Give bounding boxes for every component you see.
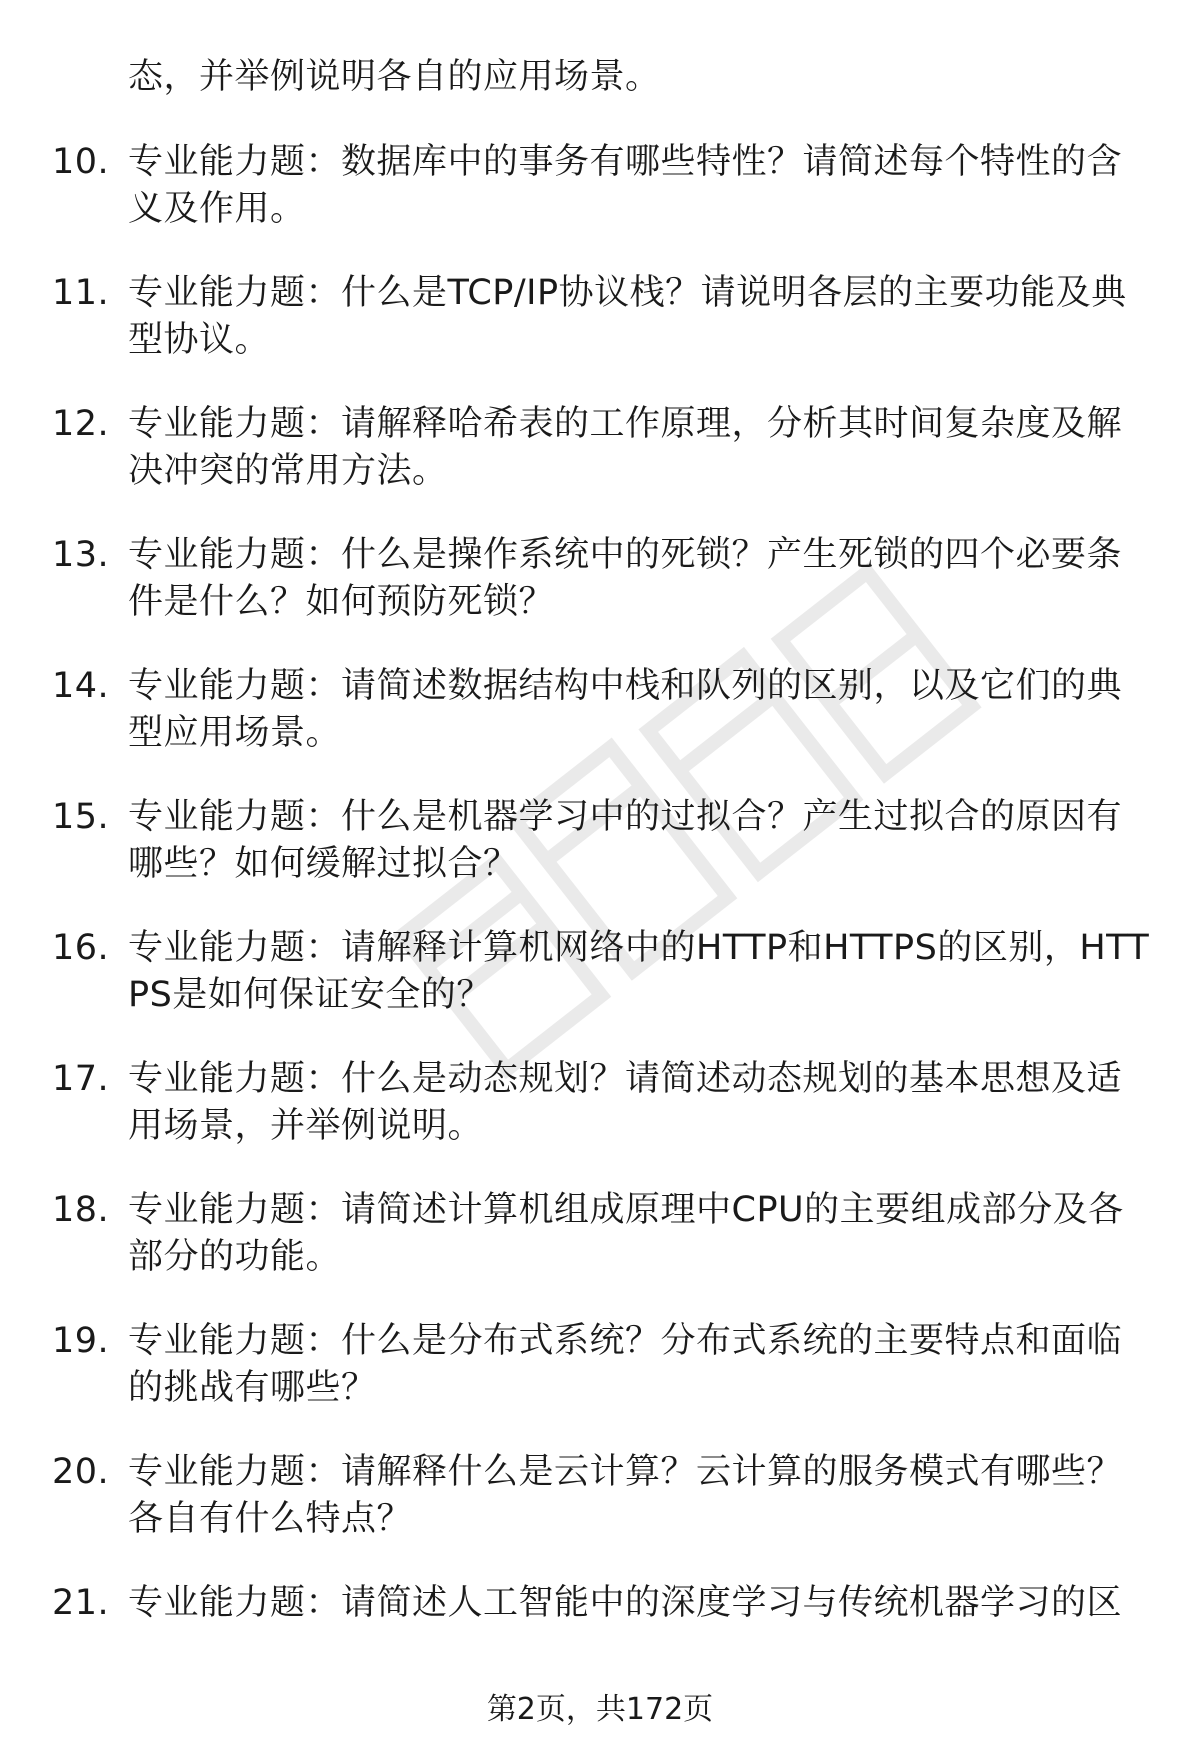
- question-item-19: [52, 1318, 1152, 1412]
- question-item-15: [52, 794, 1152, 888]
- question-text: 专业能力题：数据库中的事务有哪些特性？请简述每个特性的含义及作用。: [128, 142, 1123, 229]
- document-content: [52, 54, 1152, 1664]
- continuation-text: 态，并举例说明各自的应用场景。: [128, 57, 661, 97]
- question-text: 专业能力题：请解释什么是云计算？云计算的服务模式有哪些？各自有什么特点？: [128, 1452, 1123, 1539]
- question-item-11: [52, 270, 1152, 364]
- question-number: 19.: [52, 1321, 110, 1361]
- question-item-13: [52, 532, 1152, 626]
- question-number: 12.: [52, 404, 110, 444]
- question-text: 专业能力题：什么是分布式系统？分布式系统的主要特点和面临的挑战有哪些？: [128, 1321, 1123, 1408]
- question-number: 11.: [52, 273, 110, 313]
- question-text: 专业能力题：什么是动态规划？请简述动态规划的基本思想及适用场景，并举例说明。: [128, 1059, 1123, 1146]
- page-footer: 第2页，共172页: [486, 1692, 714, 1727]
- question-number: 20.: [52, 1452, 110, 1492]
- question-number: 21.: [52, 1583, 110, 1623]
- question-number: 15.: [52, 797, 110, 837]
- question-number: 17.: [52, 1059, 110, 1099]
- question-item-21: [52, 1580, 1152, 1627]
- question-number: 18.: [52, 1190, 110, 1230]
- question-item-18: [52, 1187, 1152, 1281]
- question-text: 专业能力题：什么是机器学习中的过拟合？产生过拟合的原因有哪些？如何缓解过拟合？: [128, 797, 1123, 884]
- question-text: 专业能力题：请解释哈希表的工作原理，分析其时间复杂度及解决冲突的常用方法。: [128, 404, 1123, 491]
- question-list: [52, 139, 1152, 1627]
- question-text: 专业能力题：请解释计算机网络中的HTTP和HTTPS的区别，HTTPS是如何保证安全的？: [128, 928, 1150, 1015]
- question-item-12: [52, 401, 1152, 495]
- question-number: 10.: [52, 142, 110, 182]
- question-item-16: [52, 925, 1152, 1019]
- question-text: 专业能力题：什么是操作系统中的死锁？产生死锁的四个必要条件是什么？如何预防死锁？: [128, 535, 1123, 622]
- question-number: 14.: [52, 666, 110, 706]
- question-item-14: [52, 663, 1152, 757]
- question-item-20: [52, 1449, 1152, 1543]
- question-number: 13.: [52, 535, 110, 575]
- question-text: 专业能力题：请简述人工智能中的深度学习与传统机器学习的区: [128, 1583, 1123, 1623]
- question-number: 16.: [52, 928, 110, 968]
- question-text: 专业能力题：请简述计算机组成原理中CPU的主要组成部分及各部分的功能。: [128, 1190, 1124, 1277]
- question-item-10: [52, 139, 1152, 233]
- question-text: 专业能力题：请简述数据结构中栈和队列的区别，以及它们的典型应用场景。: [128, 666, 1123, 753]
- question-item-17: [52, 1056, 1152, 1150]
- question-text: 专业能力题：什么是TCP/IP协议栈？请说明各层的主要功能及典型协议。: [128, 273, 1127, 360]
